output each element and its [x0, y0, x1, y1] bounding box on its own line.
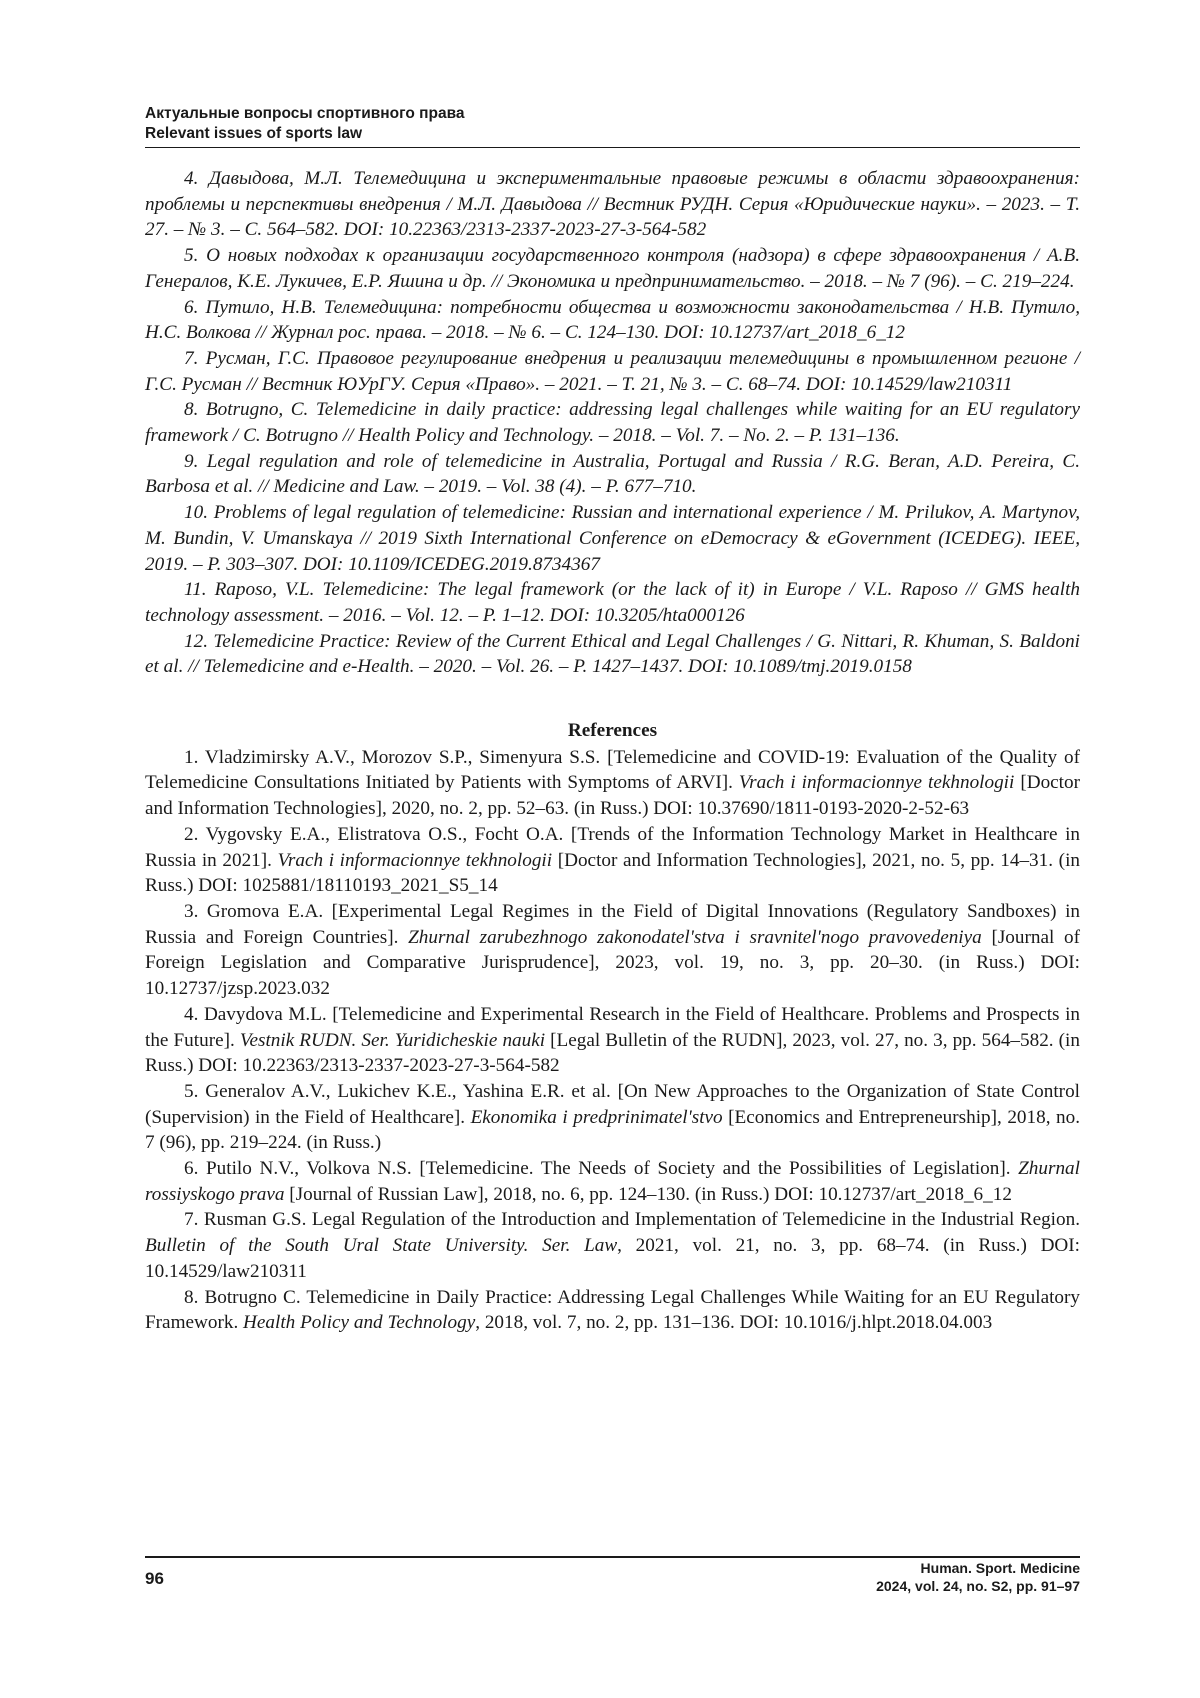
- reference-item: [145, 1207, 1080, 1284]
- reference-text: 1. Vladzimirsky A.V., Morozov S.P., Simenyura S.S. [Telemedicine and COVID-19: Evaluation of the Quality of Telemedicine Consultations Initiated by Patients with Symptoms of ARVI].: [145, 747, 1080, 794]
- reference-item: 8. Botrugno, C. Telemedicine in daily practice: addressing legal challenges while waiting for an EU regulatory framework / C. Botrugno // Health Policy and Technology. – 2018. – Vol. 7. – No. 2. – P. 131–136.: [145, 397, 1080, 448]
- reference-item: [145, 1002, 1080, 1079]
- reference-text: [Doctor and Information Technologies], 2021, no. 5, pp. 14–31. (in Russ.) DOI: 1025881/18110193_2021_S5_14: [145, 850, 1080, 897]
- reference-journal: Vrach i informacionnye tekhnologii: [278, 850, 552, 871]
- header-title-ru: Актуальные вопросы спортивного права: [145, 104, 1080, 124]
- reference-text: , 2021, vol. 21, no. 3, pp. 68–74. (in Russ.) DOI: 10.14529/law210311: [145, 1235, 1080, 1282]
- reference-item: [145, 822, 1080, 899]
- running-header: [145, 104, 1080, 148]
- reference-journal: Vrach i informacionnye tekhnologii: [739, 772, 1014, 793]
- footer-divider: [145, 1556, 1080, 1558]
- reference-item: 5. О новых подходах к организации государственного контроля (надзора) в сфере здравоохранения / А.В. Генералов, К.Е. Лукичев, Е.Р. Яшина и др. // Экономика и предпринимательство. – 2018. – № 7 (96). – С. 219–224.: [145, 243, 1080, 294]
- reference-item: 4. Давыдова, М.Л. Телемедицина и экспериментальные правовые режимы в области здравоохранения: проблемы и перспективы внедрения / М.Л. Давыдова // Вестник РУДН. Серия «Юридические науки». – 2023. – Т. 27. – № 3. – С. 564–582. DOI: 10.22363/2313-2337-2023-27-3-564-582: [145, 166, 1080, 243]
- journal-name: Human. Sport. Medicine: [876, 1559, 1080, 1577]
- reference-item: 12. Telemedicine Practice: Review of the Current Ethical and Legal Challenges / G. Nittari, R. Khuman, S. Baldoni et al. // Telemedicine and e-Health. – 2020. – Vol. 26. – P. 1427–1437. DOI: 10.1089/tmj.2019.0158: [145, 629, 1080, 680]
- reference-text: [Journal of Foreign Legislation and Comparative Jurisprudence], 2023, vol. 19, no. 3, pp. 20–30. (in Russ.) DOI: 10.12737/jzsp.2023.032: [145, 927, 1080, 999]
- reference-text: [Doctor and Information Technologies], 2020, no. 2, pp. 52–63. (in Russ.) DOI: 10.37690/1811-0193-2020-2-52-63: [145, 772, 1080, 819]
- reference-item: [145, 1285, 1080, 1336]
- page-number: 96: [145, 1569, 164, 1589]
- reference-journal: Zhurnal rossiyskogo prava: [145, 1158, 1080, 1205]
- references-heading: References: [145, 718, 1080, 744]
- reference-text: 7. Rusman G.S. Legal Regulation of the Introduction and Implementation of Telemedicine in the Industrial Region.: [184, 1209, 1080, 1230]
- reference-text: 4. Davydova M.L. [Telemedicine and Experimental Research in the Field of Healthcare. Problems and Prospects in the Future].: [145, 1004, 1080, 1051]
- reference-text: 2. Vygovsky E.A., Elistratova O.S., Focht O.A. [Trends of the Information Technology Market in Healthcare in Russia in 2021].: [145, 824, 1080, 871]
- reference-text: 8. Botrugno C. Telemedicine in Daily Practice: Addressing Legal Challenges While Waiting for an EU Regulatory Framework.: [145, 1287, 1080, 1334]
- reference-item: [145, 1079, 1080, 1156]
- reference-item: [145, 745, 1080, 822]
- english-reference-list: [145, 745, 1080, 1336]
- reference-item: 11. Raposo, V.L. Telemedicine: The legal framework (or the lack of it) in Europe / V.L. Raposo // GMS health technology assessment. – 2016. – Vol. 12. – P. 1–12. DOI: 10.3205/hta000126: [145, 577, 1080, 628]
- reference-text: 5. Generalov A.V., Lukichev K.E., Yashina E.R. et al. [On New Approaches to the Organization of State Control (Supervision) in the Field of Healthcare].: [145, 1081, 1080, 1128]
- reference-text: [Journal of Russian Law], 2018, no. 6, pp. 124–130. (in Russ.) DOI: 10.12737/art_2018_6_12: [284, 1184, 1011, 1205]
- reference-item: 10. Problems of legal regulation of telemedicine: Russian and international experience / M. Prilukov, A. Martynov, M. Bundin, V. Umanskaya // 2019 Sixth International Conference on eDemocracy & eGovernment (ICEDEG). IEEE, 2019. – P. 303–307. DOI: 10.1109/ICEDEG.2019.8734367: [145, 500, 1080, 577]
- reference-journal: Vestnik RUDN. Ser. Yuridicheskie nauki: [240, 1030, 545, 1051]
- journal-issue: 2024, vol. 24, no. S2, pp. 91–97: [876, 1577, 1080, 1595]
- reference-item: 9. Legal regulation and role of telemedicine in Australia, Portugal and Russia / R.G. Beran, A.D. Pereira, C. Barbosa et al. // Medicine and Law. – 2019. – Vol. 38 (4). – P. 677–710.: [145, 449, 1080, 500]
- reference-text: [Legal Bulletin of the RUDN], 2023, vol. 27, no. 3, pp. 564–582. (in Russ.) DOI: 10.22363/2313-2337-2023-27-3-564-582: [145, 1030, 1080, 1077]
- reference-item: 6. Путило, Н.В. Телемедицина: потребности общества и возможности законодательства / Н.В. Путило, Н.С. Волкова // Журнал рос. права. – 2018. – № 6. – С. 124–130. DOI: 10.12737/art_2018_6_12: [145, 295, 1080, 346]
- reference-text: 6. Putilo N.V., Volkova N.S. [Telemedicine. The Needs of Society and the Possibilities of Legislation].: [184, 1158, 1018, 1179]
- reference-journal: Bulletin of the South Ural State University. Ser. Law: [145, 1235, 617, 1256]
- reference-text: , 2018, vol. 7, no. 2, pp. 131–136. DOI: 10.1016/j.hlpt.2018.04.003: [475, 1312, 992, 1333]
- reference-journal: Zhurnal zarubezhnogo zakonodatel'stva i sravnitel'nogo pravovedeniya: [408, 927, 982, 948]
- reference-item: 7. Русман, Г.С. Правовое регулирование внедрения и реализации телемедицины в промышленном регионе / Г.С. Русман // Вестник ЮУрГУ. Серия «Право». – 2021. – Т. 21, № 3. – С. 68–74. DOI: 10.14529/law210311: [145, 346, 1080, 397]
- reference-journal: Ekonomika i predprinimatel'stvo: [471, 1107, 723, 1128]
- header-title-en: Relevant issues of sports law: [145, 124, 1080, 144]
- russian-reference-list: [145, 166, 1080, 680]
- reference-text: [Economics and Entrepreneurship], 2018, no. 7 (96), pp. 219–224. (in Russ.): [145, 1107, 1080, 1154]
- journal-info: [876, 1559, 1080, 1595]
- page-body: [145, 166, 1080, 1336]
- reference-text: 3. Gromova E.A. [Experimental Legal Regimes in the Field of Digital Innovations (Regulatory Sandboxes) in Russia and Foreign Countries].: [145, 901, 1080, 948]
- reference-item: [145, 899, 1080, 1002]
- reference-journal: Health Policy and Technology: [243, 1312, 475, 1333]
- reference-item: [145, 1156, 1080, 1207]
